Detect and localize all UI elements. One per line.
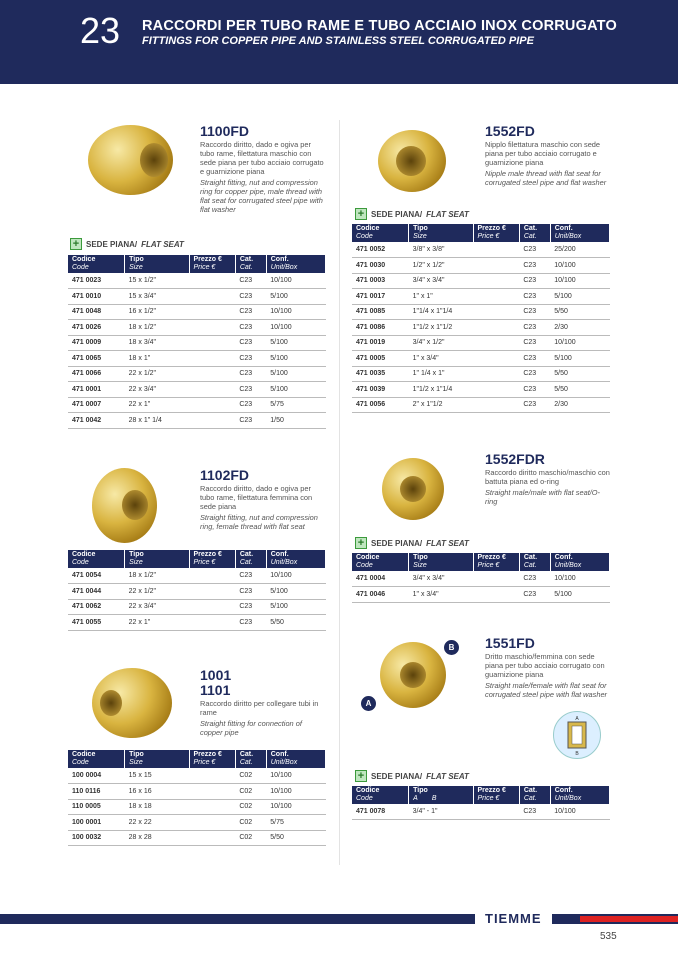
table-cell [189,413,235,429]
table-cell: 1/2" x 1/2" [409,258,473,274]
column-header: Prezzo € Price € [189,255,235,273]
table-cell: C23 [519,289,550,305]
table-row [352,587,610,603]
table-row [352,397,610,413]
column-header: Tipo Size [409,224,473,242]
table-cell: 10/100 [266,304,325,320]
sede-label: + SEDE PIANA/ FLAT SEAT [355,208,469,220]
product-1552fdr [485,452,610,506]
table-cell: C02 [235,768,266,784]
column-header: Tipo Size [125,255,189,273]
table-cell: 28 x 1" 1/4 [125,413,189,429]
table-cell [473,258,519,274]
page-number: 535 [600,931,617,942]
page-header [0,0,678,84]
table-cell: C23 [519,304,550,320]
table-row [352,304,610,320]
footer-accent [580,916,678,922]
table-cell: C23 [235,397,266,413]
desc-en: Straight male/male with flat seat/O-ring [485,488,601,506]
table-cell: 471 0030 [352,258,409,274]
table-cell: C23 [519,351,550,367]
desc-it: Raccordo diritto, dado e ogiva per tubo rame, filettatura femmina con sede piana [200,484,313,511]
product-1001 [200,668,325,737]
table-cell: 28 x 28 [125,830,189,846]
table-cell [189,784,235,800]
table-cell: 471 0046 [352,587,409,603]
table-row [68,273,326,289]
table-cell: 110 0116 [68,784,125,800]
marker-b: B [444,640,459,655]
table-cell: 5/50 [266,830,325,846]
table-cell: 5/50 [550,304,609,320]
table-cell [189,366,235,382]
brand-logo: TIEMME [475,909,552,928]
column-header: Cat. Cat. [235,255,266,273]
column-header: Prezzo € Price € [473,224,519,242]
table-cell: 1" x 1" [409,289,473,305]
table-cell: 22 x 1" [125,397,189,413]
table-cell [189,320,235,336]
table-header [68,255,326,273]
table-row [68,351,326,367]
table-cell [473,289,519,305]
table-cell: 1"1/4 x 1"1/4 [409,304,473,320]
table-cell: 471 0066 [68,366,125,382]
table-cell [473,382,519,398]
table-cell: 471 0001 [68,382,125,398]
table-cell: C23 [519,258,550,274]
table-cell: 10/100 [266,768,325,784]
chapter-number: 23 [80,10,121,51]
table-cell: 5/100 [266,335,325,351]
table-cell [189,351,235,367]
table-cell: 471 0055 [68,615,125,631]
table-cell: 5/75 [266,397,325,413]
table-cell [473,320,519,336]
table-cell: 2" x 1"1/2 [409,397,473,413]
desc-it: Raccordo diritto maschio/maschio con battuta piana ed o-ring [485,468,610,486]
table-row [68,382,326,398]
table-cell: C23 [519,366,550,382]
product-image-1001 [92,668,172,738]
table-cell: 471 0062 [68,599,125,615]
table-cell: 15 x 3/4" [125,289,189,305]
table-row [352,273,610,289]
table-header [352,224,610,242]
column-header: Codice Code [352,553,409,571]
sede-label: + SEDE PIANA/ FLAT SEAT [355,537,469,549]
table-cell [189,599,235,615]
table-cell: 471 0056 [352,397,409,413]
title-it: RACCORDI PER TUBO RAME E TUBO ACCIAIO INOX CORRUGATO [142,18,617,34]
table-cell: 471 0003 [352,273,409,289]
table-cell: C23 [519,320,550,336]
table-cell: 1"1/2 x 1"1/4 [409,382,473,398]
table-cell: 18 x 3/4" [125,335,189,351]
desc-it: Nipplo filettatura maschio con sede piana per tubo acciaio corrugato e guarnizione piana [485,140,601,167]
table-cell: 10/100 [550,335,609,351]
table-cell [189,799,235,815]
product-code: 1102FD [200,467,250,483]
table-cell: 5/100 [266,382,325,398]
table-row [352,242,610,258]
table-row [352,382,610,398]
table-cell: C23 [519,397,550,413]
table-row [68,304,326,320]
table-cell: 1"1/2 x 1"1/2 [409,320,473,336]
table-cell: 3/4" x 1/2" [409,335,473,351]
table-cell: 10/100 [266,568,325,584]
table-cell: 5/100 [266,366,325,382]
table-cell: 471 0019 [352,335,409,351]
column-header: Codice Code [352,224,409,242]
column-header: Tipo A B [409,786,473,804]
table-cell [189,830,235,846]
table-row [68,784,326,800]
table-row [352,320,610,336]
table-cell: 5/50 [266,615,325,631]
table-cell: 3/4" - 1" [409,804,473,820]
table-header [352,553,610,571]
table-cell: 471 0086 [352,320,409,336]
table-cell [473,351,519,367]
table-cell: 3/4" x 3/4" [409,571,473,587]
table-row [352,289,610,305]
table-cell [473,366,519,382]
product-image-1102fd [92,468,157,543]
column-header: Cat. Cat. [519,224,550,242]
table-cell: C02 [235,815,266,831]
table-cell: 15 x 15 [125,768,189,784]
desc-en: Straight male/female with flat seat for corrugated steel pipe with flat washer [485,681,608,699]
table-cell: C23 [235,413,266,429]
table-cell: 5/75 [266,815,325,831]
table-cell: 471 0044 [68,584,125,600]
table-row [68,799,326,815]
table-cell: 110 0005 [68,799,125,815]
column-header: Conf. Unit/Box [550,553,609,571]
table-cell: 10/100 [550,273,609,289]
table-cell: 10/100 [266,784,325,800]
table-cell: 5/100 [266,584,325,600]
fitting-diagram [553,711,601,759]
table-cell: 10/100 [266,799,325,815]
sede-label: + SEDE PIANA/ FLAT SEAT [355,770,469,782]
table-cell: 100 0004 [68,768,125,784]
table-cell: 471 0039 [352,382,409,398]
column-header: Tipo Size [125,550,189,568]
table-1102fd [68,550,326,631]
table-cell: 5/100 [550,351,609,367]
table-cell: C23 [519,804,550,820]
column-header: Cat. Cat. [519,786,550,804]
table-cell [189,382,235,398]
table-cell: 1" x 3/4" [409,351,473,367]
table-cell: C02 [235,799,266,815]
table-1551fd [352,786,610,820]
table-cell [189,584,235,600]
product-image-1552fdr [382,458,444,520]
plus-icon: + [355,770,367,782]
column-header: Prezzo € Price € [189,750,235,768]
desc-en: Nipple male thread with flat seat for corrugated steel pipe and flat washer [485,169,607,187]
table-cell: 5/50 [550,366,609,382]
table-cell: 10/100 [266,320,325,336]
table-cell: 22 x 1" [125,615,189,631]
table-cell: 471 0004 [352,571,409,587]
table-cell: 22 x 22 [125,815,189,831]
table-cell: 18 x 1" [125,351,189,367]
table-row [68,830,326,846]
table-cell: 16 x 1/2" [125,304,189,320]
table-row [68,366,326,382]
desc-en: Straight fitting, nut and compression ring for copper pipe, male thread with flat seat for corrugated steel pipe with flat washer [200,178,323,214]
table-cell: 5/100 [266,599,325,615]
product-code-2: 1101 [200,682,231,698]
table-cell: C23 [235,568,266,584]
product-1100fd [200,124,325,214]
table-cell: 3/8" x 3/8" [409,242,473,258]
table-cell: 22 x 3/4" [125,382,189,398]
table-cell: C23 [235,615,266,631]
table-row [68,320,326,336]
table-cell: 15 x 1/2" [125,273,189,289]
table-cell: 471 0052 [352,242,409,258]
table-cell: 471 0009 [68,335,125,351]
table-cell: C23 [235,584,266,600]
table-cell: 471 0017 [352,289,409,305]
table-cell: 18 x 1/2" [125,568,189,584]
table-cell: 471 0026 [68,320,125,336]
table-cell: 2/30 [550,397,609,413]
table-cell: C23 [235,273,266,289]
table-row [68,413,326,429]
column-header: Cat. Cat. [519,553,550,571]
table-cell [473,335,519,351]
table-header [352,786,610,804]
table-cell: 471 0035 [352,366,409,382]
table-row [68,289,326,305]
table-cell: 5/100 [266,289,325,305]
table-cell: 471 0065 [68,351,125,367]
table-row [68,815,326,831]
product-code: 1100FD [200,123,250,139]
column-header: Conf. Unit/Box [550,224,609,242]
product-1551fd [485,636,610,699]
table-cell: 5/100 [266,351,325,367]
table-cell: C23 [235,289,266,305]
table-row [68,615,326,631]
table-cell [473,804,519,820]
table-cell: C23 [235,599,266,615]
table-cell: 471 0042 [68,413,125,429]
table-cell [189,273,235,289]
table-1001 [68,750,326,846]
table-cell: C23 [519,587,550,603]
table-row [352,335,610,351]
column-header: Cat. Cat. [235,750,266,768]
product-image-1552fd [378,130,446,192]
table-cell [473,304,519,320]
table-cell: C23 [235,304,266,320]
desc-en: Straight fitting for connection of copper pipe [200,719,302,737]
table-1552fdr [352,553,610,603]
table-cell [189,615,235,631]
table-cell: 22 x 3/4" [125,599,189,615]
product-code: 1552FDR [485,451,545,467]
table-cell: 10/100 [550,804,609,820]
column-header: Conf. Unit/Box [550,786,609,804]
table-cell: 471 0078 [352,804,409,820]
table-row [68,397,326,413]
table-cell [189,768,235,784]
product-code: 1001 [200,667,232,683]
table-cell: C23 [235,335,266,351]
diagram-label-a: A [575,716,579,722]
column-header: Conf. Unit/Box [266,550,325,568]
table-cell: C02 [235,830,266,846]
desc-it: Raccordo diritto, dado e ogiva per tubo rame, filettatura maschio con sede piana per tubo acciaio corrugato e guarnizione piana [200,140,324,176]
table-cell [473,397,519,413]
column-divider [339,120,340,865]
table-cell: 5/100 [550,587,609,603]
column-header: Codice Code [68,255,125,273]
table-cell [189,335,235,351]
table-cell: C23 [235,351,266,367]
table-row [68,599,326,615]
sede-label: + SEDE PIANA/ FLAT SEAT [70,238,184,250]
table-cell [473,273,519,289]
marker-a: A [361,696,376,711]
table-row [68,768,326,784]
column-header: Tipo Size [125,750,189,768]
table-cell: 471 0085 [352,304,409,320]
plus-icon: + [355,537,367,549]
table-row [352,366,610,382]
column-header: Prezzo € Price € [473,553,519,571]
table-cell: C23 [235,382,266,398]
table-header [68,550,326,568]
table-cell: C23 [519,273,550,289]
product-image-1100fd [88,125,173,195]
diagram-label-b: B [575,751,579,757]
table-1552fd [352,224,610,413]
table-cell: C23 [235,366,266,382]
section-diagram-icon [554,712,600,758]
table-row [68,335,326,351]
table-cell: 18 x 18 [125,799,189,815]
table-header [68,750,326,768]
table-cell: C02 [235,784,266,800]
column-header: Prezzo € Price € [189,550,235,568]
column-header: Codice Code [352,786,409,804]
desc-en: Straight fitting, nut and compression ring, female thread with flat seat [200,513,318,531]
table-cell: 10/100 [550,258,609,274]
table-cell: C23 [519,571,550,587]
table-cell: 22 x 1/2" [125,584,189,600]
product-image-1551fd [380,642,446,708]
table-cell [189,568,235,584]
column-header: Codice Code [68,750,125,768]
table-cell [189,289,235,305]
table-cell [473,571,519,587]
table-cell: 5/100 [550,289,609,305]
table-cell: C23 [235,320,266,336]
table-cell: 22 x 1/2" [125,366,189,382]
table-cell: 1" x 3/4" [409,587,473,603]
table-cell: 25/200 [550,242,609,258]
table-cell: 5/50 [550,382,609,398]
table-cell: 1/50 [266,413,325,429]
product-1552fd [485,124,610,187]
table-row [68,568,326,584]
table-cell [189,815,235,831]
table-cell: 18 x 1/2" [125,320,189,336]
table-cell [189,397,235,413]
table-cell: 471 0007 [68,397,125,413]
table-row [68,584,326,600]
desc-it: Dritto maschio/femmina con sede piana per tubo acciaio corrugato con guarnizione piana [485,652,605,679]
table-cell: 471 0048 [68,304,125,320]
table-cell [473,587,519,603]
table-1100fd [68,255,326,429]
table-cell: C23 [519,335,550,351]
table-cell: 10/100 [550,571,609,587]
table-cell: 100 0032 [68,830,125,846]
title-en: FITTINGS FOR COPPER PIPE AND STAINLESS STEEL CORRUGATED PIPE [142,35,534,47]
table-cell: 471 0054 [68,568,125,584]
table-cell [189,304,235,320]
column-header: Codice Code [68,550,125,568]
column-header: Cat. Cat. [235,550,266,568]
table-cell: 1" 1/4 x 1" [409,366,473,382]
table-cell: 471 0023 [68,273,125,289]
desc-it: Raccordo diritto per collegare tubi in rame [200,699,319,717]
table-cell: 100 0001 [68,815,125,831]
table-row [352,804,610,820]
table-cell: 471 0005 [352,351,409,367]
table-cell [473,242,519,258]
plus-icon: + [70,238,82,250]
column-header: Tipo Size [409,553,473,571]
product-1102fd [200,468,325,531]
table-cell: 2/30 [550,320,609,336]
table-row [352,351,610,367]
table-cell: 3/4" x 3/4" [409,273,473,289]
table-cell: C23 [519,382,550,398]
plus-icon: + [355,208,367,220]
column-header: Conf. Unit/Box [266,750,325,768]
table-cell: 10/100 [266,273,325,289]
product-code: 1552FD [485,123,535,139]
table-row [352,258,610,274]
product-code: 1551FD [485,635,535,651]
table-row [352,571,610,587]
footer-bar [0,914,678,924]
table-cell: C23 [519,242,550,258]
table-cell: 16 x 16 [125,784,189,800]
column-header: Conf. Unit/Box [266,255,325,273]
column-header: Prezzo € Price € [473,786,519,804]
table-cell: 471 0010 [68,289,125,305]
